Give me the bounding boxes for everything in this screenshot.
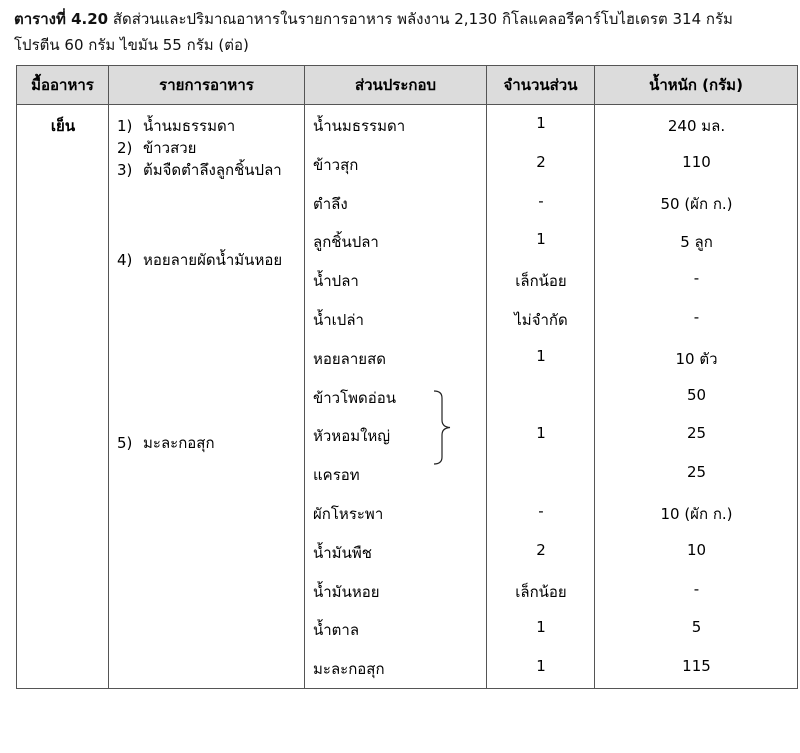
table-caption	[14, 6, 794, 58]
weight-text: 25	[686, 424, 707, 442]
quantity-text: เล็กน้อย	[515, 583, 567, 601]
quantity-text: -	[538, 192, 544, 210]
weight-text: 110	[682, 153, 711, 171]
quantity-text: เล็กน้อย	[515, 272, 567, 290]
weight-text: 10	[686, 541, 707, 559]
menu-item: 5) มะละกอสุก	[117, 434, 215, 452]
weight-text: 5	[691, 618, 702, 636]
header-weight: น้ำหนัก (กรัม)	[595, 66, 798, 105]
caption-line-2: โปรตีน 60 กรัม ไขมัน 55 กรัม (ต่อ)	[14, 36, 249, 54]
quantity-text: 1	[536, 230, 546, 248]
weight-text: -	[693, 580, 700, 598]
ingredient-text: ตำลึง	[313, 195, 348, 213]
ingredient-text: ผักโหระพา	[313, 505, 384, 523]
ingredient-text: มะละกอสุก	[313, 660, 385, 678]
ingredient-text: แครอท	[313, 466, 360, 484]
ingredient-text: น้ำตาล	[313, 621, 360, 639]
ingredient-text: ข้าวโพดอ่อน	[313, 389, 397, 407]
table-number: ตารางที่ 4.20	[14, 10, 109, 28]
meal-name: เย็น	[50, 117, 76, 135]
weight-text: 10 (ผัก ก.)	[660, 505, 733, 523]
ingredient-text: น้ำมันพืช	[313, 544, 372, 562]
ingredient-text: ข้าวสุก	[313, 156, 359, 174]
weight-text: 50 (ผัก ก.)	[660, 195, 733, 213]
ingredient-text: หอยลายสด	[313, 350, 386, 368]
menu-cell	[109, 105, 305, 689]
weight-text: -	[693, 308, 700, 326]
menu-item: 4) หอยลายผัดน้ำมันหอย	[117, 251, 283, 269]
weight-cell	[595, 105, 798, 689]
quantity-text: 1	[536, 347, 546, 365]
header-quantity: จำนวนส่วน	[487, 66, 595, 105]
quantity-text: 2	[536, 541, 546, 559]
quantity-cell	[487, 105, 595, 689]
weight-text: -	[693, 269, 700, 287]
caption-line-1	[14, 6, 794, 32]
ingredient-text: ลูกชิ้นปลา	[313, 233, 379, 251]
quantity-text: 1	[536, 618, 546, 636]
ingredient-text: น้ำปลา	[313, 272, 359, 290]
weight-text: 50	[686, 386, 707, 404]
quantity-text: ไม่จำกัด	[514, 311, 568, 329]
header-ingredient: ส่วนประกอบ	[305, 66, 487, 105]
brace-symbol	[433, 390, 453, 465]
menu-item: 1) น้ำนมธรรมดา	[117, 117, 236, 135]
caption-title: สัดส่วนและปริมาณอาหารในรายการอาหาร พลังงาน 2,130 กิโลแคลอรีคาร์โบไฮเดรต 314 กรัม	[108, 10, 733, 28]
weight-text: 115	[682, 657, 711, 675]
weight-text: 240 มล.	[667, 117, 726, 135]
weight-text: 25	[686, 463, 707, 481]
table-body-row	[17, 105, 798, 689]
quantity-text: -	[538, 502, 544, 520]
weight-text: 10 ตัว	[675, 350, 718, 368]
quantity-text: 1	[536, 424, 546, 442]
ingredient-text: น้ำเปล่า	[313, 311, 364, 329]
table-header-row	[17, 66, 798, 105]
quantity-text: 1	[536, 657, 546, 675]
header-meal: มื้ออาหาร	[17, 66, 109, 105]
ingredient-text: หัวหอมใหญ่	[313, 427, 391, 445]
weight-text: 5 ลูก	[680, 233, 713, 251]
menu-item: 2) ข้าวสวย	[117, 139, 197, 157]
header-menu: รายการอาหาร	[109, 66, 305, 105]
menu-item: 3) ต้มจืดตำลึงลูกชิ้นปลา	[117, 161, 282, 179]
ingredient-cell	[305, 105, 487, 689]
quantity-text: 2	[536, 153, 546, 171]
quantity-text: 1	[536, 114, 546, 132]
ingredient-text: น้ำนมธรรมดา	[313, 117, 406, 135]
meal-cell	[17, 105, 109, 689]
ingredient-text: น้ำมันหอย	[313, 583, 380, 601]
food-portion-table	[16, 65, 798, 689]
